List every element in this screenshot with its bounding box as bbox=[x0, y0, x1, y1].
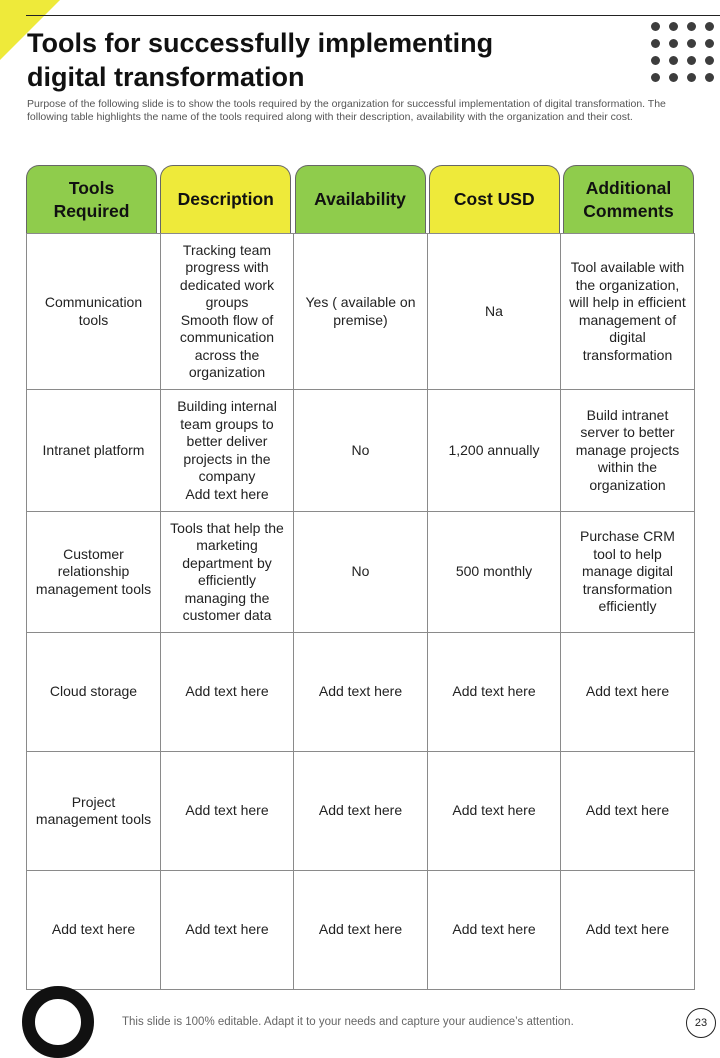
header-availability-label: Availability bbox=[314, 189, 406, 209]
cell-cost: Add text here bbox=[428, 752, 561, 871]
cell-description: Add text here bbox=[161, 752, 294, 871]
top-rule bbox=[26, 15, 720, 16]
dot-grid-decoration bbox=[651, 22, 717, 84]
table-body bbox=[26, 233, 695, 990]
cell-comments: Build intranet server to better manage projects within the organization bbox=[561, 390, 695, 512]
header-additional-comments bbox=[563, 165, 694, 233]
cell-tool: Add text here bbox=[27, 871, 161, 990]
table-row bbox=[27, 390, 695, 512]
cell-comments: Purchase CRM tool to help manage digital transformation efficiently bbox=[561, 512, 695, 633]
table-row bbox=[27, 512, 695, 633]
header-cost-usd-label: Cost USD bbox=[453, 189, 535, 209]
page-title bbox=[27, 26, 627, 94]
header-tools-required bbox=[26, 165, 157, 233]
cell-comments: Tool available with the organization, will help in efficient management of digital transformation bbox=[561, 234, 695, 390]
cell-tool: Cloud storage bbox=[27, 633, 161, 752]
cell-description: Add text here bbox=[161, 633, 294, 752]
header-additional-comments-label: Additional Comments bbox=[583, 177, 674, 221]
header-cost-usd bbox=[429, 165, 560, 233]
title-line-1: Tools for successfully implementing bbox=[27, 28, 494, 58]
table-row bbox=[27, 633, 695, 752]
cell-availability: Add text here bbox=[294, 633, 428, 752]
header-description bbox=[160, 165, 291, 233]
cell-tool: Customer relationship management tools bbox=[27, 512, 161, 633]
table-header-row bbox=[26, 165, 694, 233]
cell-cost: Add text here bbox=[428, 633, 561, 752]
table-row bbox=[27, 234, 695, 390]
cell-cost: 500 monthly bbox=[428, 512, 561, 633]
footer-note: This slide is 100% editable. Adapt it to your needs and capture your audience’s attention. bbox=[122, 1016, 574, 1028]
cell-cost: Add text here bbox=[428, 871, 561, 990]
cell-availability: Add text here bbox=[294, 871, 428, 990]
cell-description: Tracking team progress with dedicated work groups Smooth flow of communication across the organization bbox=[161, 234, 294, 390]
header-availability bbox=[295, 165, 426, 233]
cell-comments: Add text here bbox=[561, 633, 695, 752]
cell-availability: No bbox=[294, 390, 428, 512]
header-tools-required-label: Tools Required bbox=[53, 177, 130, 221]
cell-tool: Project management tools bbox=[27, 752, 161, 871]
cell-comments: Add text here bbox=[561, 752, 695, 871]
table-row bbox=[27, 871, 695, 990]
cell-tool: Intranet platform bbox=[27, 390, 161, 512]
cell-availability: Yes ( available on premise) bbox=[294, 234, 428, 390]
cell-cost: 1,200 annually bbox=[428, 390, 561, 512]
page-number: 23 bbox=[686, 1008, 716, 1038]
page-subtitle: Purpose of the following slide is to show the tools required by the organization for successful implementation of digital transformation. The following table highlights the name of the tools required along with their description, availability with the organization and their cost. bbox=[27, 98, 666, 123]
cell-availability: Add text here bbox=[294, 752, 428, 871]
cell-description: Building internal team groups to better deliver projects in the company Add text here bbox=[161, 390, 294, 512]
tools-table bbox=[26, 165, 694, 990]
cell-comments: Add text here bbox=[561, 871, 695, 990]
header-description-label: Description bbox=[177, 189, 274, 209]
cell-tool: Communication tools bbox=[27, 234, 161, 390]
ring-decoration bbox=[22, 986, 94, 1058]
table-row bbox=[27, 752, 695, 871]
title-line-2: digital transformation bbox=[27, 62, 305, 92]
cell-description: Tools that help the marketing department by efficiently managing the customer data bbox=[161, 512, 294, 633]
cell-cost: Na bbox=[428, 234, 561, 390]
cell-availability: No bbox=[294, 512, 428, 633]
cell-description: Add text here bbox=[161, 871, 294, 990]
